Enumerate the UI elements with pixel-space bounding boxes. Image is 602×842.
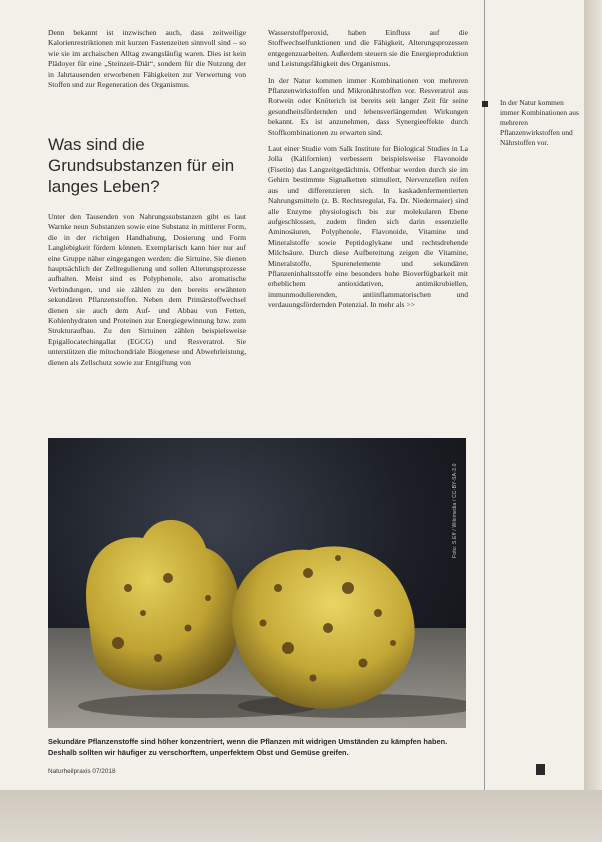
paragraph: Wasserstoffperoxid, haben Einfluss auf die Stoffwechselfunktionen und die Fähigkeit, Alterungsprozessen entgegenzuarbeiten. Außerdem steuern sie die Energieproduktion und Leistungsfähigkeit des Organismus. — [268, 28, 468, 69]
page-edge-shadow — [584, 0, 602, 842]
sidenote: In der Natur kommen immer Kombinationen aus mehreren Pflanzenwirkstoffen und Nährstoffen vor. — [500, 98, 579, 147]
photo-caption: Sekundäre Pflanzenstoffe sind höher konzentriert, wenn die Pflanzen mit widrigen Umständen zu kämpfen haben. Deshalb sollten wir häufiger zu verschorftem, unperfektem Obst und Gemüse greifen. — [48, 737, 448, 757]
paragraph: Laut einer Studie vom Salk Institute for Biological Studies in La Jolla (Kalifornien) verbessern beispielsweise Flavonoide (Fisetin) das Langzeitgedächtnis. Offenbar werden durch sie im Gehirn bestimmte Signalketten stimuliert, Nervenzellen reifen aus und differenzieren sich. In kaskadenfermentierten Nahrungsmitteln (z. B. Rechtsregulat, Fa. Dr. Niedermaier) sind alle Enzyme physiologisch bis zur molekularen Ebene aufgeschlossen, zudem finden sich darin essenzielle Aminosäuren, Polyphenole, Flavonoide, Vitamine und Mineralstoffe sowie Peptidoglykane und rechtsdrehende Milchsäure. Durch diese Aufbereitung zeigen die Vitamine, Mineralstoffe, Spurenelemente und sekundären Pflanzeninhaltsstoffe eine besonders hohe Bioverfügbarkeit mit erheblichem antioxidativen, antimikrobiellen, immunmodulierenden, antiinflammatorischen und verdauungsfördernden Potenzial. In mehr als >> — [268, 144, 468, 310]
scan-bottom-edge — [0, 790, 602, 842]
column-divider — [484, 0, 485, 790]
article-column-1-top — [48, 28, 246, 96]
page-marker-icon — [536, 764, 545, 775]
sidenote-bullet-icon — [482, 101, 488, 107]
paragraph: In der Natur kommen immer Kombinationen von mehreren Pflanzenwirkstoffen und Mikronährstoffen vor. Resveratrol aus Rotwein oder Knöterich ist bereits seit langer Zeit für seine gesundheitsfördernden und lebensverlängernden Wirkungen bekannt. Es ist anzunehmen, dass Synergieeffekte durch Stoffkombinationen zu erwarten sind. — [268, 75, 468, 137]
footer-publication: Naturheilpraxis 07/2018 — [48, 768, 116, 775]
section-heading: Was sind die Grundsubstanzen für ein langes Leben? — [48, 135, 235, 196]
paragraph: Unter den Tausenden von Nahrungssubstanzen gibt es laut Warnke neun Substanzen sowie eine Substanz in mittlerer Form, die in der richtigen Handhabung, Dosierung und Form Langlebigkeit fördern können. Exemplarisch kann hier nur auf eine Gruppe näher eingegangen werden: die Sirtuine. Sie dienen hauptsächlich der Zellregulierung und sollen Alterungsprozesse aufhalten. Meist sind es Polyphenole, also aromatische Verbindungen, und sie zählen zu den bereits erwähnten sekundären Pflanzenstoffen. Neben dem Primärstoffwechsel dienen sie auch dem Auf- und Abbau von Fetten, Kohlenhydraten und Proteinen zur Energiegewinnung bzw. zum Strukturaufbau. Zu den Sirtuinen zählen beispielsweise Epigallocatechingallat (EGCG) und Resveratrol. Sie unterstützen die mitochondriale Biogenese und Abwehrleistung, dienen als Zellschutz sowie zur Entgiftung von — [48, 212, 246, 367]
article-column-2 — [268, 28, 468, 317]
scabbed-fruit-illustration — [48, 438, 466, 728]
article-column-1-lower — [48, 212, 246, 374]
fruit-photo — [48, 438, 466, 728]
paragraph: Denn bekannt ist inzwischen auch, dass zeitweilige Kalorienrestriktionen mit kurzen Fastenzeiten sinnvoll sind – so wie sie im archaischen Alltag zwangsläufig waren. Dies ist kein Plädoyer für eine „Steinzeit-Diät“, sondern für die Nutzung der in Jahrtausenden erworbenen Fähigkeiten zur Verwertung von Stoffen und zur Regeneration des Organismus. — [48, 28, 246, 90]
photo-credit: Foto: S.Eff / Wikimedia / CC-BY-SA-3.0 — [452, 463, 458, 558]
